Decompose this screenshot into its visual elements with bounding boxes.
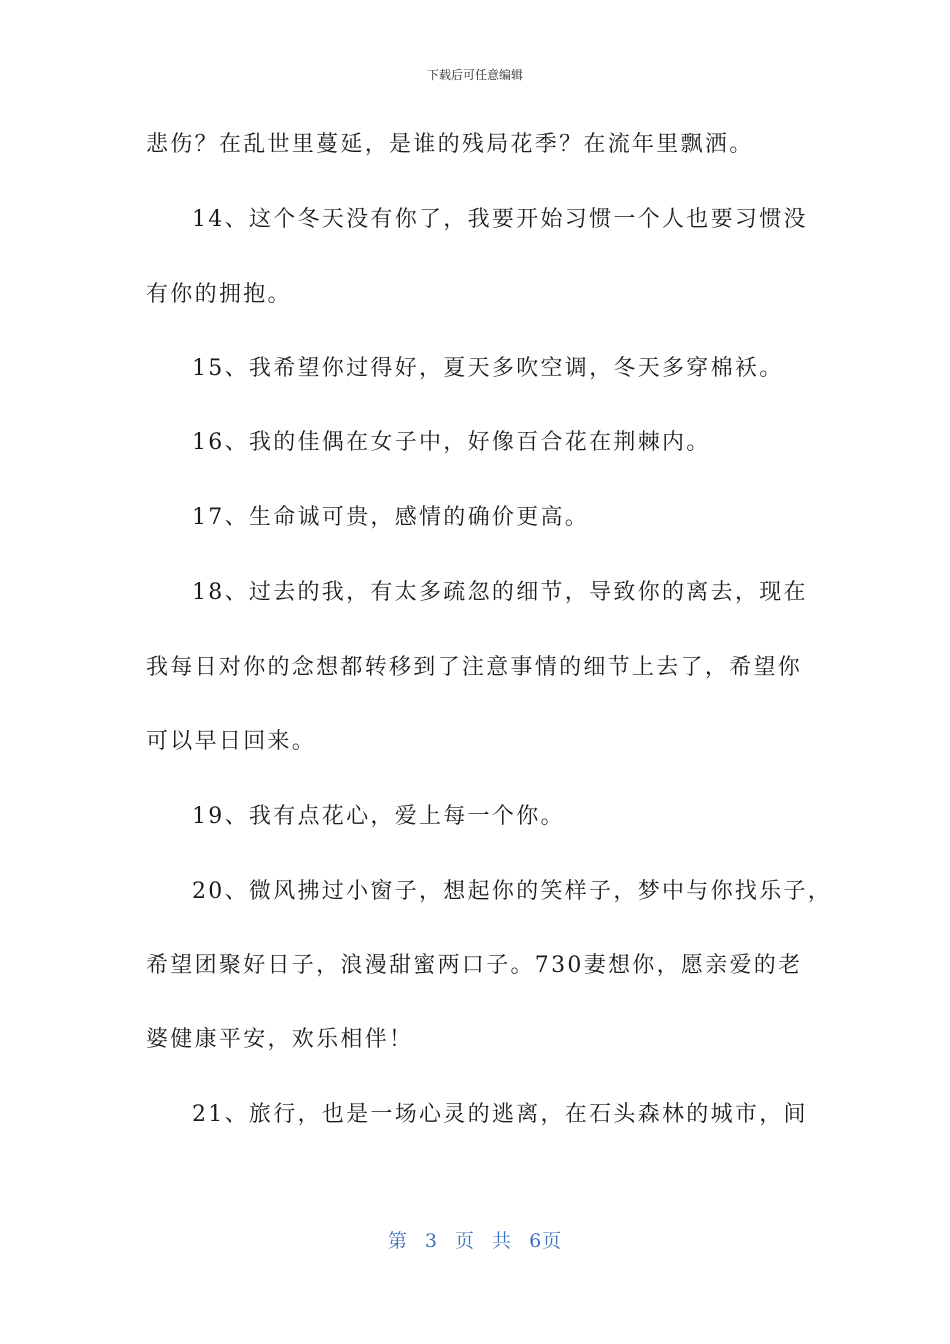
text-line: 16、我的佳偶在女子中，好像百合花在荆棘内。 [192,430,711,455]
text-line: 19、我有点花心，爱上每一个你。 [192,804,565,829]
text-line: 21、旅行，也是一场心灵的逃离，在石头森林的城市，间 [192,1102,808,1127]
text-line: 20、微风拂过小窗子，想起你的笑样子，梦中与你找乐子， [192,879,833,904]
text-line: 17、生命诚可贵，感情的确价更高。 [192,505,590,530]
page-number: 第 3 页 共 6页 [387,1230,563,1252]
text-line: 悲伤？在乱世里蔓延，是谁的残局花季？在流年里飘洒。 [146,132,754,157]
text-line: 14、这个冬天没有你了，我要开始习惯一个人也要习惯没 [192,207,808,232]
text-line: 可以早日回来。 [146,729,317,754]
text-line: 18、过去的我，有太多疏忽的细节，导致你的离去，现在 [192,580,808,605]
text-line: 15、我希望你过得好，夏天多吹空调，冬天多穿棉袄。 [192,356,784,381]
text-line: 希望团聚好日子，浪漫甜蜜两口子。730妻想你，愿亲爱的老 [146,953,803,978]
text-line: 我每日对你的念想都转移到了注意事情的细节上去了，希望你 [146,655,803,680]
text-line: 婆健康平安，欢乐相伴！ [146,1027,414,1052]
text-line: 有你的拥抱。 [146,282,292,307]
page-header: 下载后可任意编辑 [426,68,523,82]
